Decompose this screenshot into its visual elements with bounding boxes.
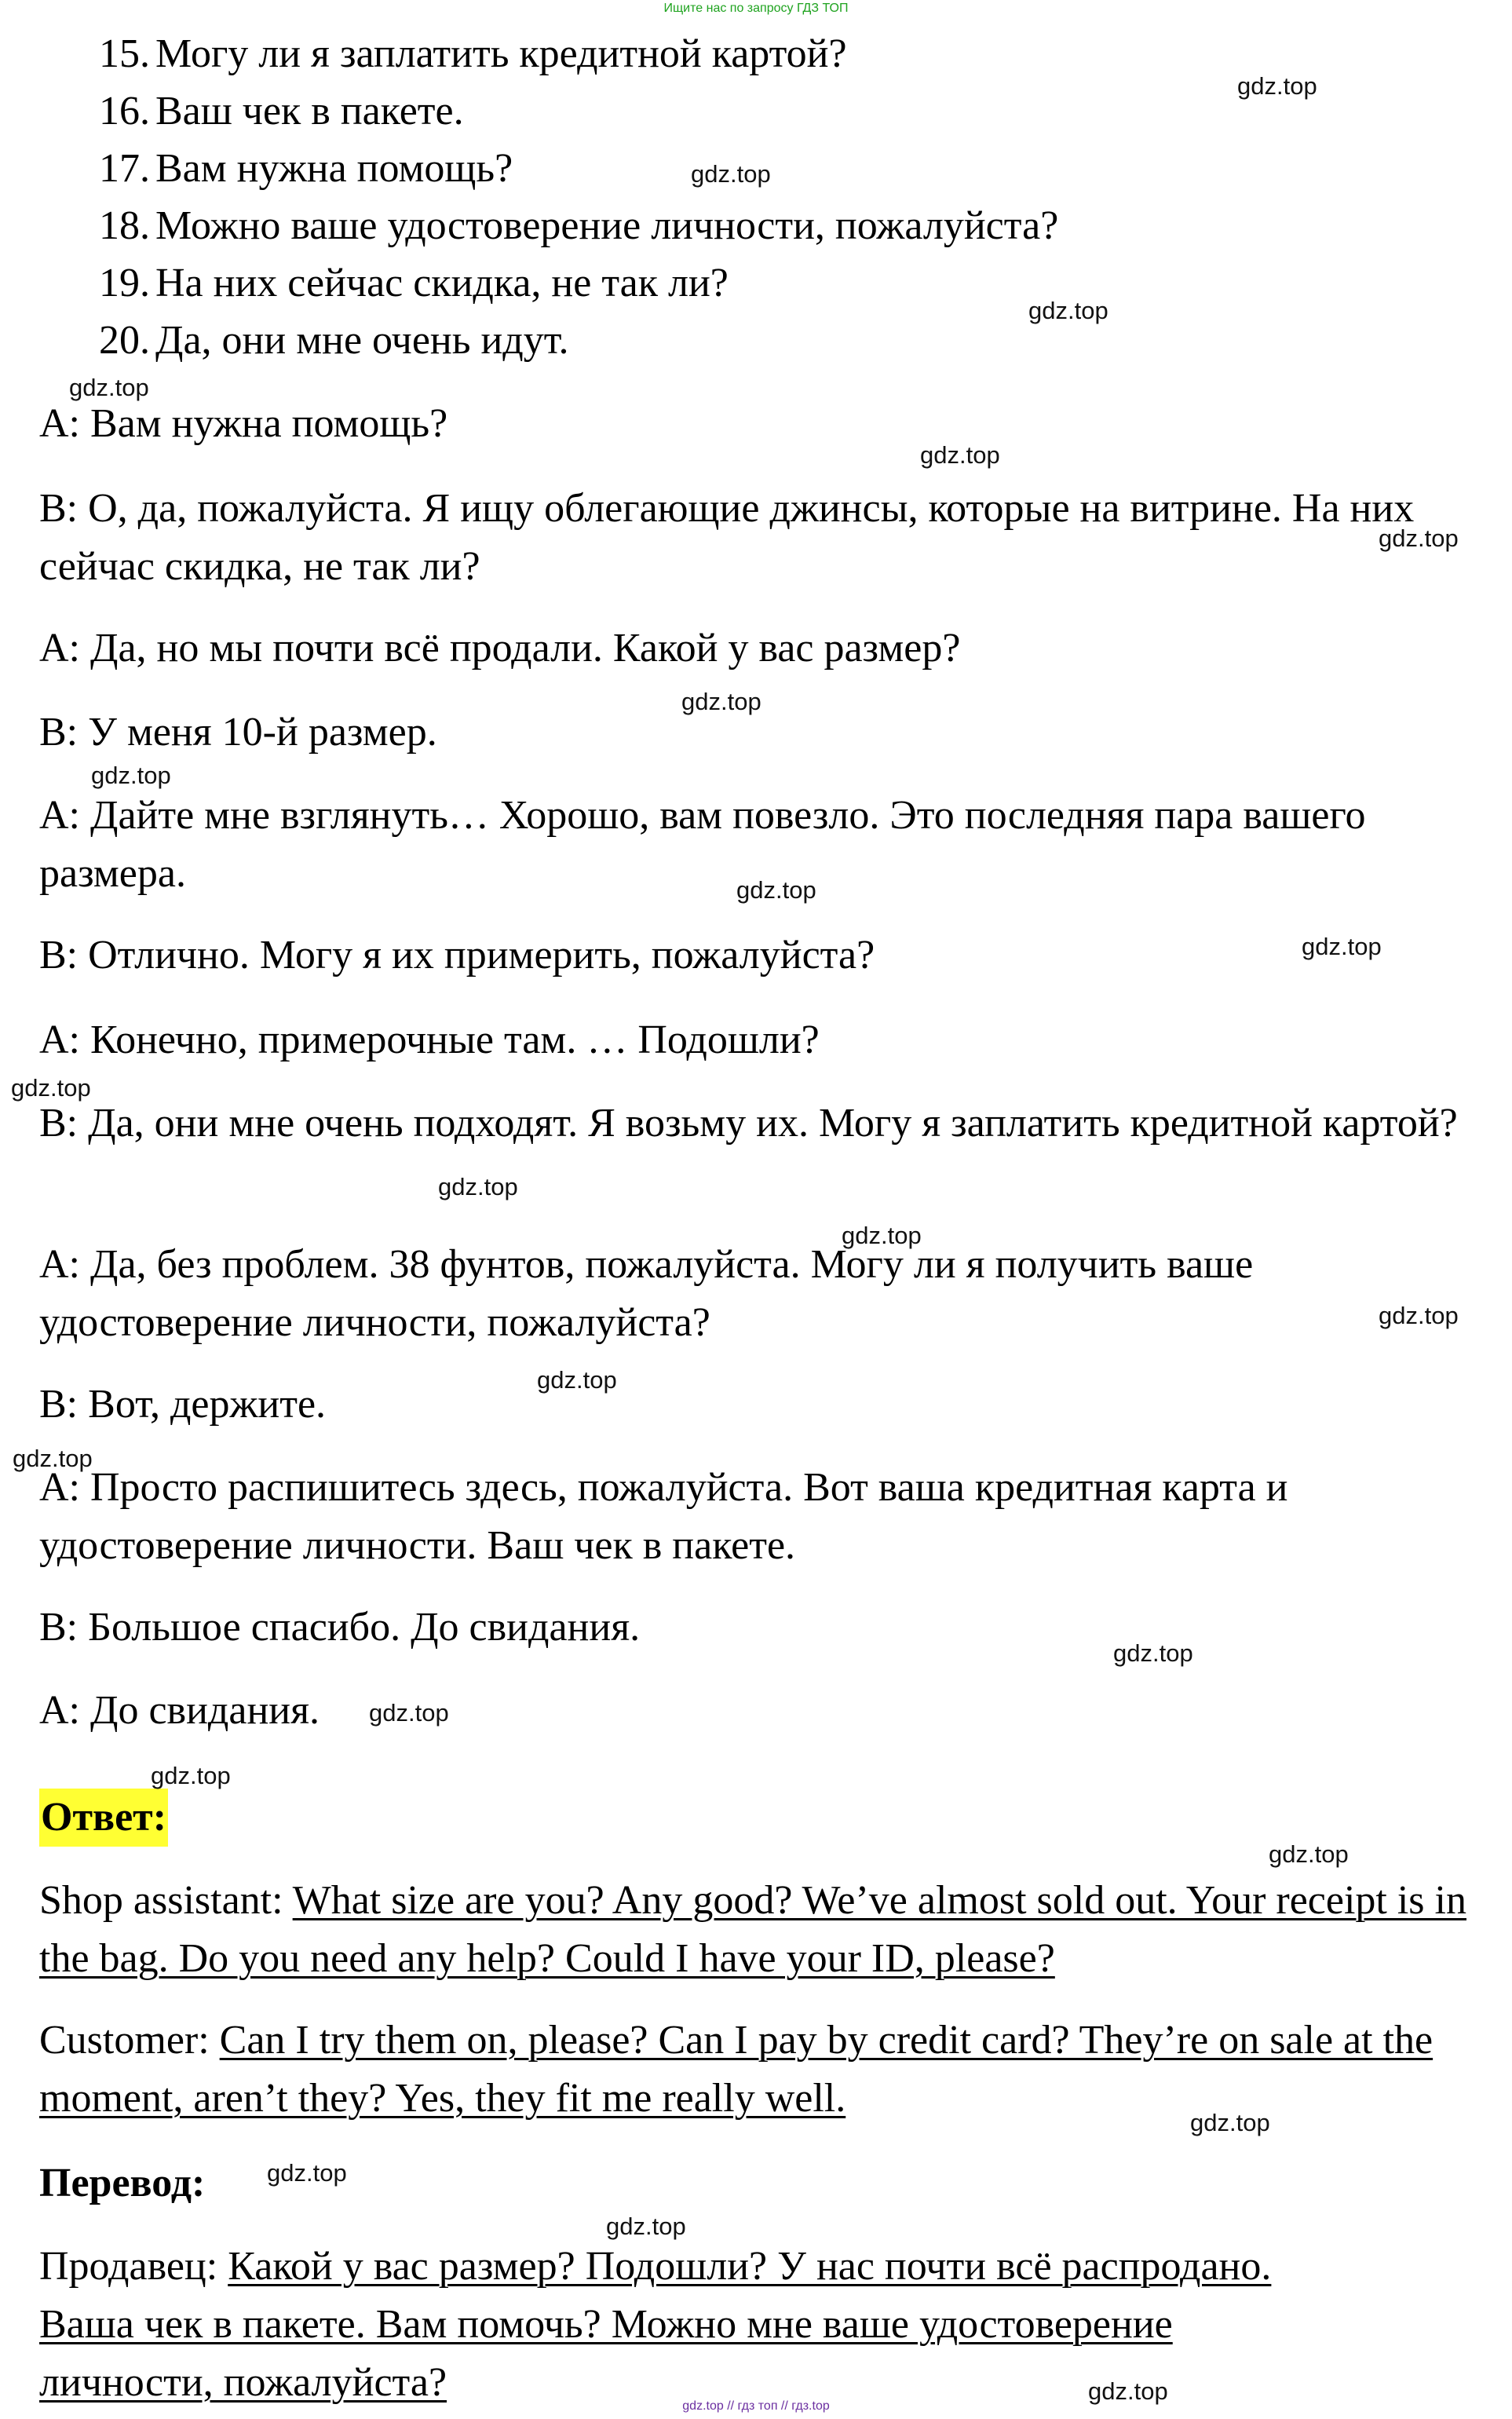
dialogue-line: В: Вот, держите. xyxy=(39,1382,327,1427)
seller-text: Какой у вас размер? Подошли? У нас почти всё распродано. Ваша чек в пакете. Вам помочь? Можно мне ваше удостоверение личности, пожалуйста? xyxy=(39,2244,1272,2405)
list-item xyxy=(99,82,464,141)
answer-heading: Ответ: xyxy=(39,1789,168,1847)
item-text: На них сейчас скидка, не так ли? xyxy=(155,261,729,305)
list-item xyxy=(99,25,847,83)
item-number: 19. xyxy=(99,261,150,305)
item-text: Могу ли я заплатить кредитной картой? xyxy=(155,31,847,76)
watermark: gdz.top xyxy=(267,2159,347,2187)
dialogue-line: А: Просто распишитесь здесь, пожалуйста. Вот ваша кредитная карта и удостоверение личности. Ваш чек в пакете. xyxy=(39,1465,1288,1568)
watermark: gdz.top xyxy=(1113,1639,1193,1667)
watermark: gdz.top xyxy=(1379,1302,1459,1329)
list-item xyxy=(99,254,729,312)
item-number: 17. xyxy=(99,146,150,191)
watermark: gdz.top xyxy=(1379,524,1459,552)
item-number: 15. xyxy=(99,31,150,76)
watermark: gdz.top xyxy=(151,1762,231,1789)
customer-label: Customer: xyxy=(39,2018,220,2063)
watermark: gdz.top xyxy=(842,1222,922,1249)
watermark: gdz.top xyxy=(438,1173,518,1200)
dialogue-line: А: Да, без проблем. 38 фунтов, пожалуйста. Могу ли я получить ваше удостоверение личности, пожалуйста? xyxy=(39,1242,1254,1345)
watermark: gdz.top xyxy=(13,1445,93,1472)
assistant-text: What size are you? Any good? We’ve almost sold out. Your receipt is in the bag. Do you need any help? Could I have your ID, please? xyxy=(39,1878,1466,1981)
item-number: 16. xyxy=(99,89,150,133)
list-item xyxy=(99,140,513,198)
answer-assistant xyxy=(39,1872,1476,1988)
watermark: gdz.top xyxy=(1237,72,1317,100)
header-banner: Ищите нас по запросу ГДЗ ТОП xyxy=(663,2,849,15)
watermark: gdz.top xyxy=(1302,933,1382,960)
watermark: gdz.top xyxy=(1028,297,1108,324)
watermark: gdz.top xyxy=(91,762,171,789)
dialogue-line: А: До свидания. xyxy=(39,1688,320,1733)
watermark: gdz.top xyxy=(537,1366,617,1394)
dialogue-line: В: Большое спасибо. До свидания. xyxy=(39,1605,641,1650)
item-number: 20. xyxy=(99,318,150,363)
watermark: gdz.top xyxy=(69,374,149,401)
item-text: Да, они мне очень идут. xyxy=(155,318,569,363)
footer-banner: gdz.top // гдз топ // гдз.top xyxy=(682,2399,830,2413)
item-text: Вам нужна помощь? xyxy=(155,146,513,191)
dialogue-line: В: О, да, пожалуйста. Я ищу облегающие джинсы, которые на витрине. На них сейчас скидка, не так ли? xyxy=(39,486,1415,589)
watermark: gdz.top xyxy=(920,441,1000,469)
watermark: gdz.top xyxy=(369,1699,449,1727)
dialogue-line: В: У меня 10-й размер. xyxy=(39,710,437,755)
assistant-label: Shop assistant: xyxy=(39,1878,293,1923)
watermark: gdz.top xyxy=(691,160,771,188)
seller-label: Продавец: xyxy=(39,2244,228,2289)
watermark: gdz.top xyxy=(11,1074,91,1102)
watermark: gdz.top xyxy=(681,688,761,715)
item-text: Можно ваше удостоверение личности, пожалуйста? xyxy=(155,203,1059,248)
watermark: gdz.top xyxy=(1088,2377,1168,2405)
watermark: gdz.top xyxy=(1269,1840,1349,1868)
customer-text: Can I try them on, please? Can I pay by credit card? They’re on sale at the moment, aren’t they? Yes, they fit me really well. xyxy=(39,2018,1433,2121)
watermark: gdz.top xyxy=(606,2213,686,2240)
dialogue-line: А: Конечно, примерочные там. … Подошли? xyxy=(39,1018,820,1062)
watermark: gdz.top xyxy=(736,876,816,904)
dialogue-line: В: Да, они мне очень подходят. Я возьму их. Могу я заплатить кредитной картой? xyxy=(39,1101,1458,1146)
translation-heading: Перевод: xyxy=(39,2161,206,2205)
list-item xyxy=(99,197,1058,255)
dialogue-line: В: Отлично. Могу я их примерить, пожалуйста? xyxy=(39,933,875,977)
dialogue-line: А: Вам нужна помощь? xyxy=(39,401,448,446)
list-item xyxy=(99,312,569,370)
watermark: gdz.top xyxy=(1190,2109,1270,2136)
item-text: Ваш чек в пакете. xyxy=(155,89,464,133)
dialogue-line: А: Да, но мы почти всё продали. Какой у вас размер? xyxy=(39,626,961,671)
item-number: 18. xyxy=(99,203,150,248)
dialogue-line: А: Дайте мне взглянуть… Хорошо, вам повезло. Это последняя пара вашего размера. xyxy=(39,793,1366,896)
